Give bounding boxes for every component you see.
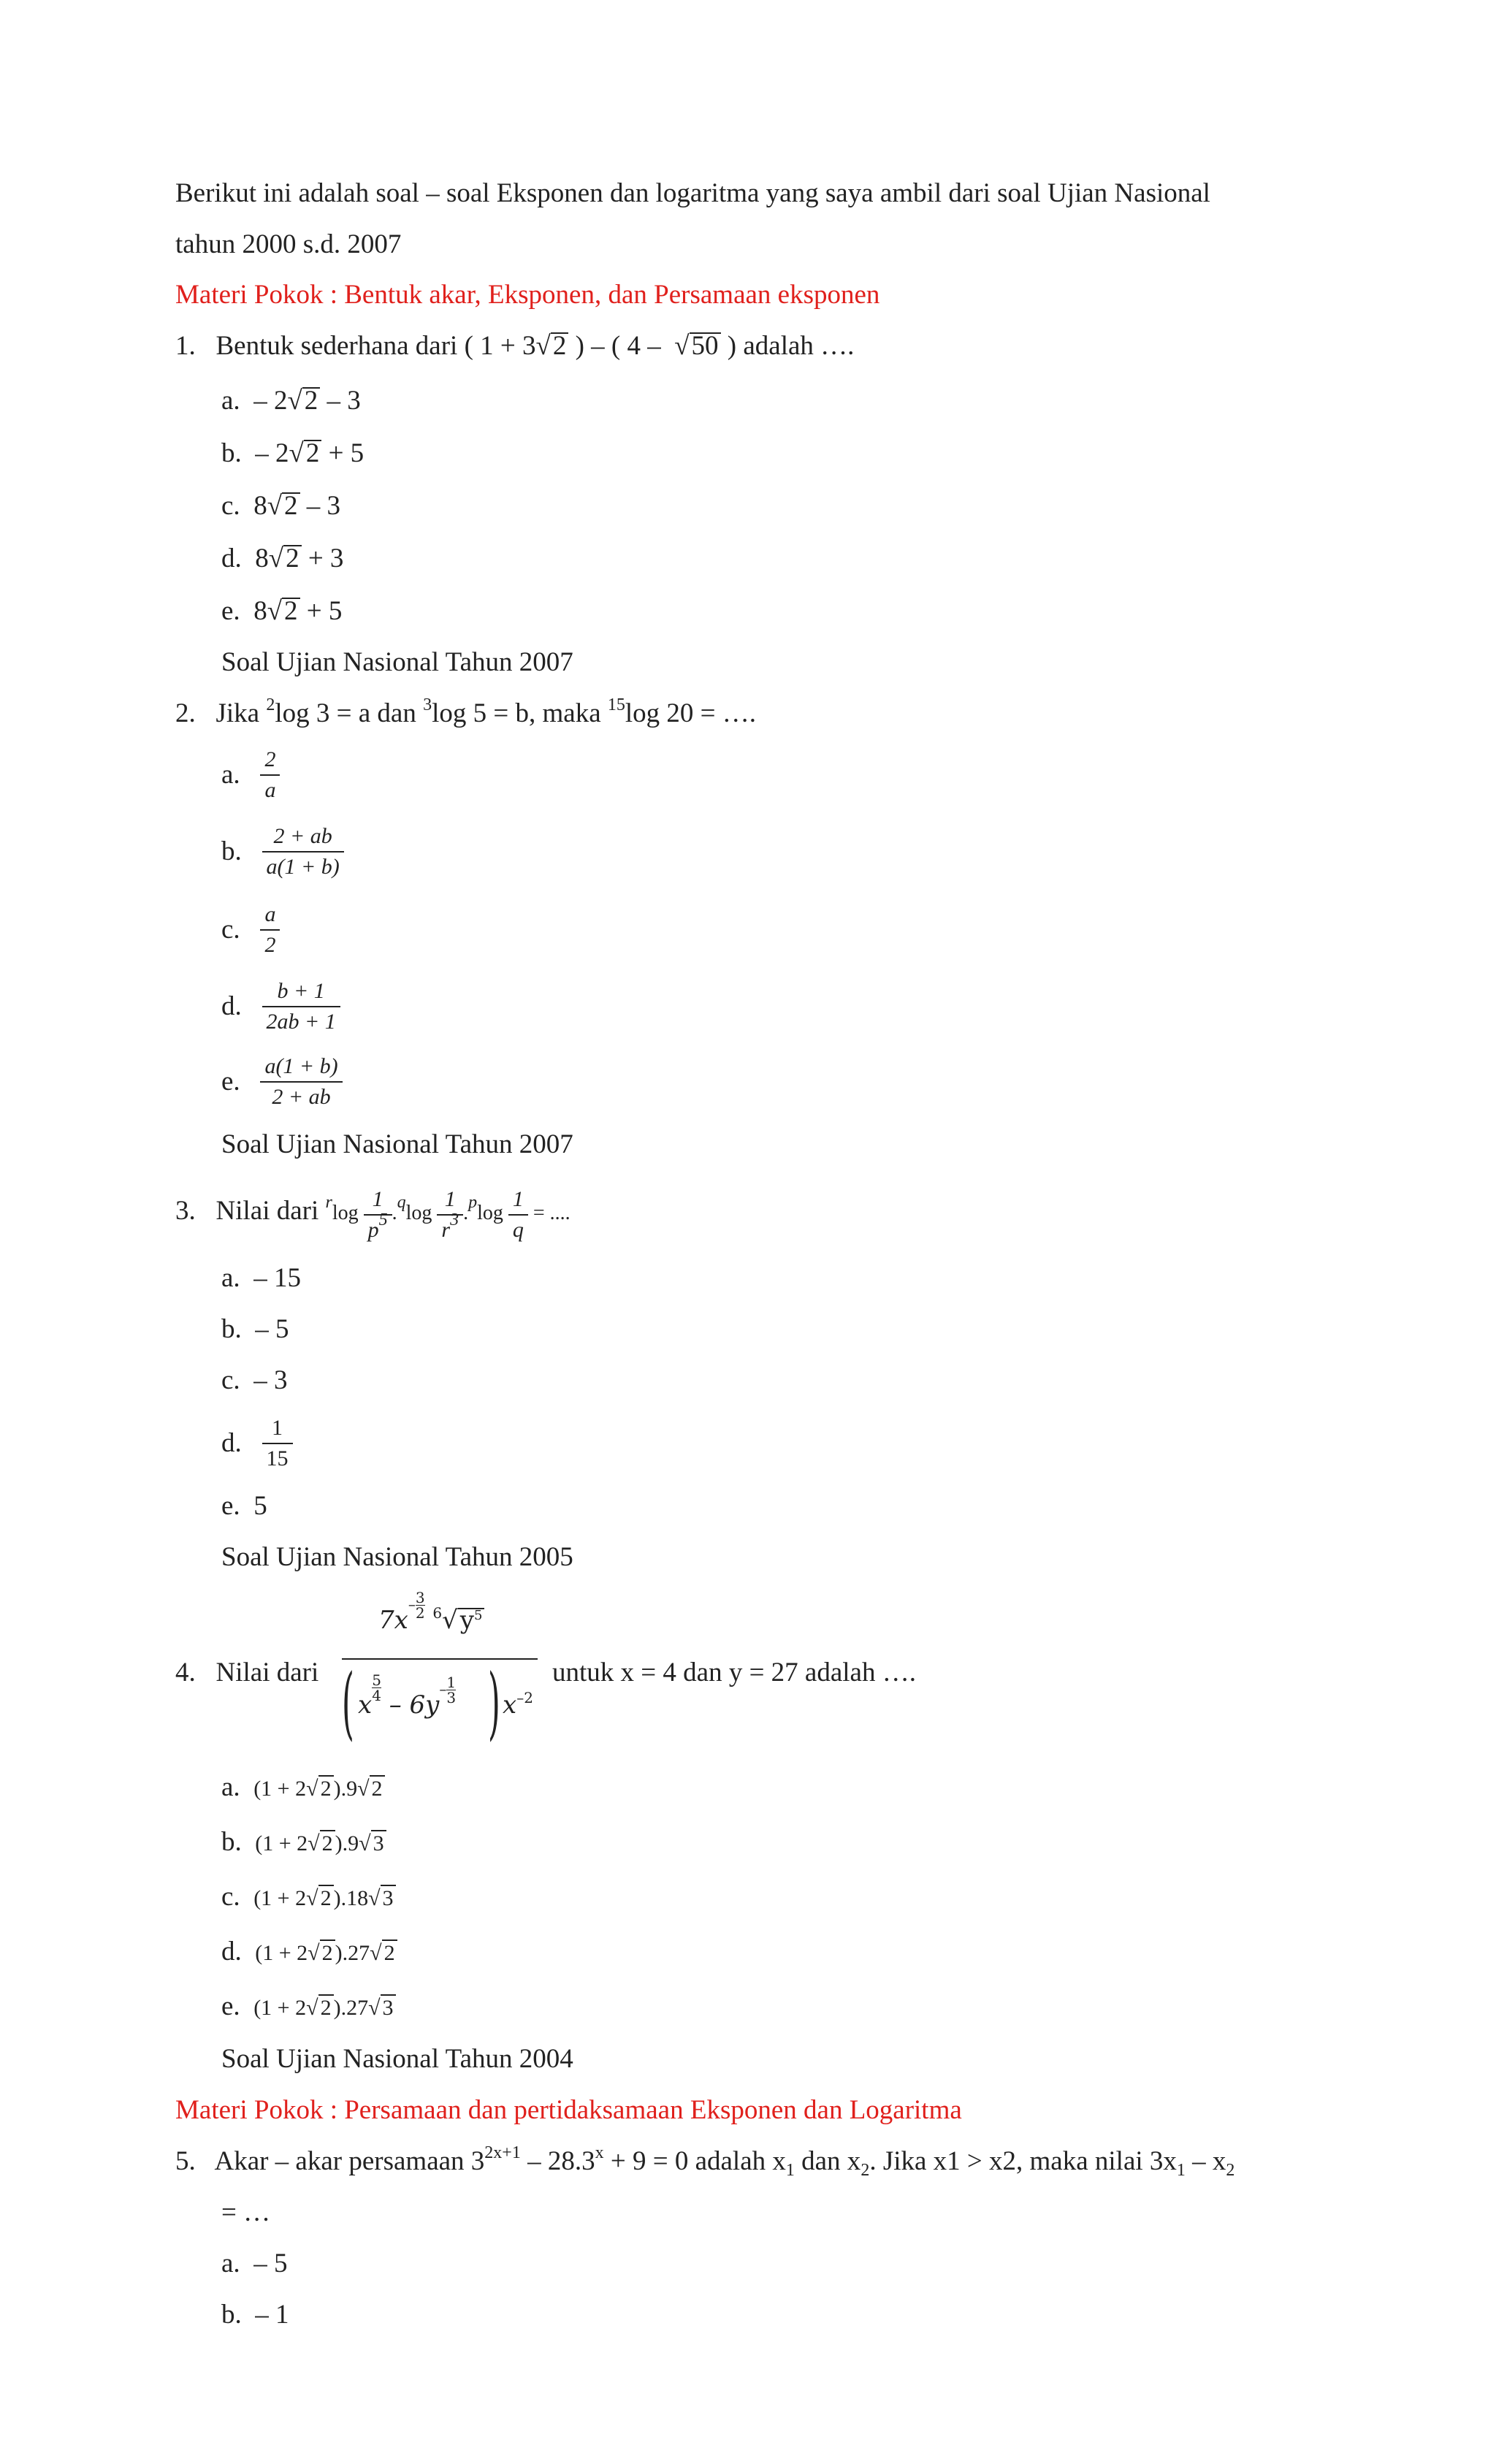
question-3: 3. Nilai dari $^r$log $\frac{1}{p^5}$ .$^q$log $\frac{1}{r^3}$ .$^p$log $\frac{1}{q}$ = .... — [175, 1178, 570, 1245]
q4-fraction: $7x^{- \frac{3}{2}}$ $^6√y^5$ ( x $\frac{5}{4}$ – $6y^{- \frac{1}{3}}$ ) $x^{-2}$ — [342, 1593, 539, 1761]
question-1: 1. Bentuk sederhana dari ( 1 + 3√2 ) – ( 4 – √50 ) adalah …. — [175, 331, 855, 361]
question-2: 2. Jika $^2$log 3 = a dan $^3$log 5 = b, maka $^{15}$log 20 = …. — [175, 695, 757, 728]
q1-option-b[interactable]: b. – 2√2 + 5 — [221, 438, 365, 468]
question-4-label: 4. Nilai dari — [175, 1658, 319, 1687]
question-number: 1. — [175, 331, 196, 361]
question-5: 5. Akar – akar persamaan $3^{2x+1} - 28.3^x + 9 = 0$ adalah $x_1$ dan $x_2$. Jika x1 > x2, maka nilai $3x_1 - x_2$ — [175, 2143, 1235, 2180]
q3-option-e[interactable]: e. 5 — [221, 1491, 267, 1521]
sqrt-radicand: 2 — [551, 332, 569, 359]
q1-option-c[interactable]: c. 8√2 – 3 — [221, 491, 340, 521]
q2-option-b[interactable]: b. $\frac{2 + ab}{a(1 + b)}$ — [221, 822, 344, 888]
section-heading-2: Materi Pokok : Persamaan dan pertidaksamaan Eksponen dan Logaritma — [175, 2095, 962, 2125]
q1-source: Soal Ujian Nasional Tahun 2007 — [221, 647, 573, 677]
log-expression: $^r$log $\frac{1}{p^5}$ .$^q$log $\frac{1}{r^3}$ .$^p$log $\frac{1}{q}$ = .... — [326, 1202, 570, 1224]
q1-option-a[interactable]: a. – 2√2 – 3 — [221, 386, 361, 416]
q2-option-a[interactable]: a. $\frac{2}{a}$ — [221, 745, 280, 811]
intro-line-2: tahun 2000 s.d. 2007 — [175, 229, 402, 259]
q3-option-d[interactable]: d. $\frac{1}{15}$ — [221, 1414, 293, 1479]
q5-option-a[interactable]: a. – 5 — [221, 2249, 288, 2278]
q4-option-c[interactable]: c. (1 + 2√ 2 ).18√ 3 — [221, 1881, 396, 1915]
q4-option-a[interactable]: a. (1 + 2√ 2 ).9√ 2 — [221, 1771, 385, 1805]
q1-option-d[interactable]: d. 8√2 + 3 — [221, 543, 344, 573]
sqrt-radicand: 50 — [690, 332, 721, 359]
q2-source: Soal Ujian Nasional Tahun 2007 — [221, 1129, 573, 1159]
intro-line-1: Berikut ini adalah soal – soal Eksponen dan logaritma yang saya ambil dari soal Ujian Nasional — [175, 178, 1210, 208]
q4-source: Soal Ujian Nasional Tahun 2004 — [221, 2044, 573, 2074]
section-heading-1: Materi Pokok : Bentuk akar, Eksponen, dan Persamaan eksponen — [175, 280, 880, 310]
q3-option-a[interactable]: a. – 15 — [221, 1263, 301, 1293]
q3-option-b[interactable]: b. – 5 — [221, 1314, 289, 1344]
fraction-bar — [342, 1658, 538, 1660]
q2-option-e[interactable]: e. $\frac{a(1 + b)}{2 + ab}$ — [221, 1052, 343, 1118]
q4-option-b[interactable]: b. (1 + 2√ 2 ).9√ 3 — [221, 1826, 386, 1860]
question-5-line-2: = … — [221, 2197, 271, 2227]
q4-option-e[interactable]: e. (1 + 2√ 2 ).27√ 3 — [221, 1991, 396, 2024]
q4-numerator: $7x^{- \frac{3}{2}}$ $^6√y^5$ — [378, 1606, 484, 1639]
q1-option-e[interactable]: e. 8√2 + 5 — [221, 596, 343, 626]
question-4-post: untuk x = 4 dan y = 27 adalah …. — [552, 1658, 916, 1687]
q3-source: Soal Ujian Nasional Tahun 2005 — [221, 1542, 573, 1572]
q2-option-d[interactable]: d. $\frac{b + 1}{2ab + 1}$ — [221, 977, 340, 1042]
q5-option-b[interactable]: b. – 1 — [221, 2300, 289, 2330]
q4-option-d[interactable]: d. (1 + 2√ 2 ).27√ 2 — [221, 1936, 397, 1969]
q2-option-c[interactable]: c. $\frac{a}{2}$ — [221, 900, 280, 966]
q3-option-c[interactable]: c. – 3 — [221, 1365, 288, 1395]
